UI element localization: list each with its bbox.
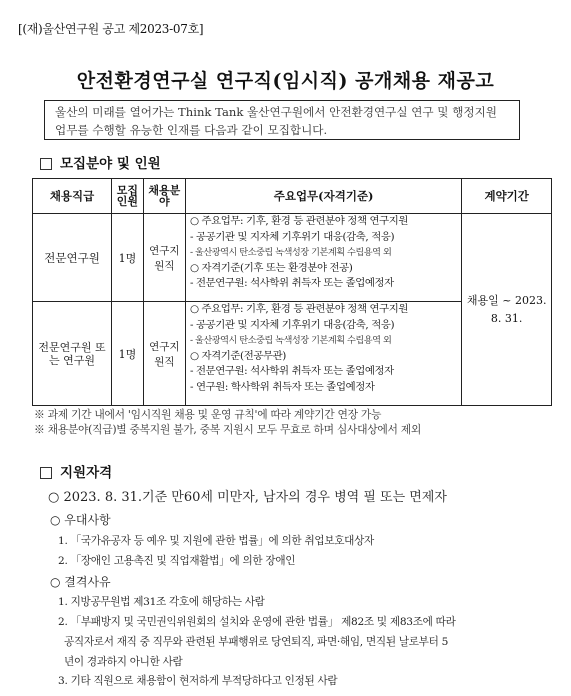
cell-field: 연구지원직	[143, 214, 185, 302]
recruitment-table	[32, 178, 552, 406]
preference-item: 1. 「국가유공자 등 예우 및 지원에 관한 법률」에 의한 취업보호대상자	[58, 535, 374, 547]
cell-period: 채용일 ~ 2023. 8. 31.	[462, 214, 552, 406]
cell-count: 1명	[112, 302, 144, 406]
duty-line: - 전문연구원: 석사학위 취득자 또는 졸업예정자	[189, 365, 394, 377]
note-line: ※ 과제 기간 내에서 '임시직원 채용 및 운영 규칙'에 따라 계약기간 연장 가능	[34, 408, 382, 421]
cell-duties	[185, 214, 461, 302]
table-notes	[34, 407, 421, 437]
disqualification-item: 3. 기타 직원으로 채용함이 현저하게 부적당하다고 인정된 사람	[58, 675, 338, 687]
duty-line: ○ 주요업무: 기후, 환경 등 관련분야 정책 연구지원	[189, 215, 409, 227]
checkbox-square-icon	[40, 467, 52, 479]
disqualification-item: 2. 「부패방지 및 국민권익위원회의 설치와 운영에 관한 법률」 제82조 및 제83조에 따라	[58, 616, 456, 628]
checkbox-square-icon	[40, 158, 52, 170]
duty-line: ○ 자격기준(기후 또는 환경분야 전공)	[189, 261, 353, 274]
duty-line: - 공공기관 및 지자체 기후위기 대응(감축, 적응)	[189, 230, 395, 243]
duty-line: - 전문연구원: 석사학위 취득자 또는 졸업예정자	[189, 277, 394, 289]
header-duties: 주요업무(자격기준)	[185, 179, 461, 214]
page-title: 안전환경연구실 연구직(임시직) 공개채용 재공고	[76, 70, 495, 92]
preference-title: ○ 우대사항	[50, 513, 111, 527]
cell-count: 1명	[112, 214, 144, 302]
header-count: 모집인원	[112, 179, 144, 214]
duty-line: - 연구원: 학사학위 취득자 또는 졸업예정자	[189, 380, 375, 393]
intro-box: 울산의 미래를 열어가는 Think Tank 울산연구원에서 안전환경연구실 연구 및 행정지원 업무를 수행할 유능한 인재를 다음과 같이 모집합니다.	[44, 100, 520, 140]
disqualification-item: 년이 경과하지 아니한 사람	[64, 656, 183, 668]
preference-item: 2. 「장애인 고용촉진 및 직업재활법」에 의한 장애인	[58, 555, 296, 567]
section-qualification	[40, 461, 112, 481]
section-recruitment	[40, 152, 161, 172]
section-title: 모집분야 및 인원	[60, 156, 161, 172]
duty-line: - 울산광역시 탄소중립 녹색성장 기본계획 수립용역 외	[189, 247, 392, 258]
cell-position: 전문연구원	[33, 214, 112, 302]
cell-field: 연구지원직	[143, 302, 185, 406]
header-period: 계약기간	[462, 179, 552, 214]
disqualification-item: 1. 지방공무원법 제31조 각호에 해당하는 사람	[58, 596, 265, 608]
note-line: ※ 채용분야(직급)별 중복지원 불가, 중복 지원시 모두 무효로 하며 심사대상에서 제외	[34, 423, 422, 436]
duty-line: ○ 주요업무: 기후, 환경 등 관련분야 정책 연구지원	[189, 303, 409, 315]
header-field: 채용분야	[143, 179, 185, 214]
disqualification-item: 공직자로서 재직 중 직무와 관련된 부패행위로 당연퇴직, 파면·해임, 면직된 날로부터 5	[64, 636, 449, 648]
duty-line: - 울산광역시 탄소중립 녹색성장 기본계획 수립용역 외	[189, 335, 392, 346]
disqualification-title: ○ 결격사유	[50, 575, 111, 589]
table-header-row	[33, 179, 552, 214]
section-title: 지원자격	[60, 465, 113, 481]
qualification-main: ○ 2023. 8. 31.기준 만60세 미만자, 남자의 경우 병역 필 또는 면제자	[48, 490, 447, 505]
duty-line: - 공공기관 및 지자체 기후위기 대응(감축, 적응)	[189, 318, 395, 331]
duty-line: ○ 자격기준(전공무관)	[189, 349, 286, 362]
notice-number: [(재)울산연구원 공고 제2023-07호]	[18, 22, 204, 36]
cell-duties	[185, 302, 461, 406]
cell-position: 전문연구원 또는 연구원	[33, 302, 112, 406]
header-position: 채용직급	[33, 179, 112, 214]
table-row	[33, 214, 552, 302]
